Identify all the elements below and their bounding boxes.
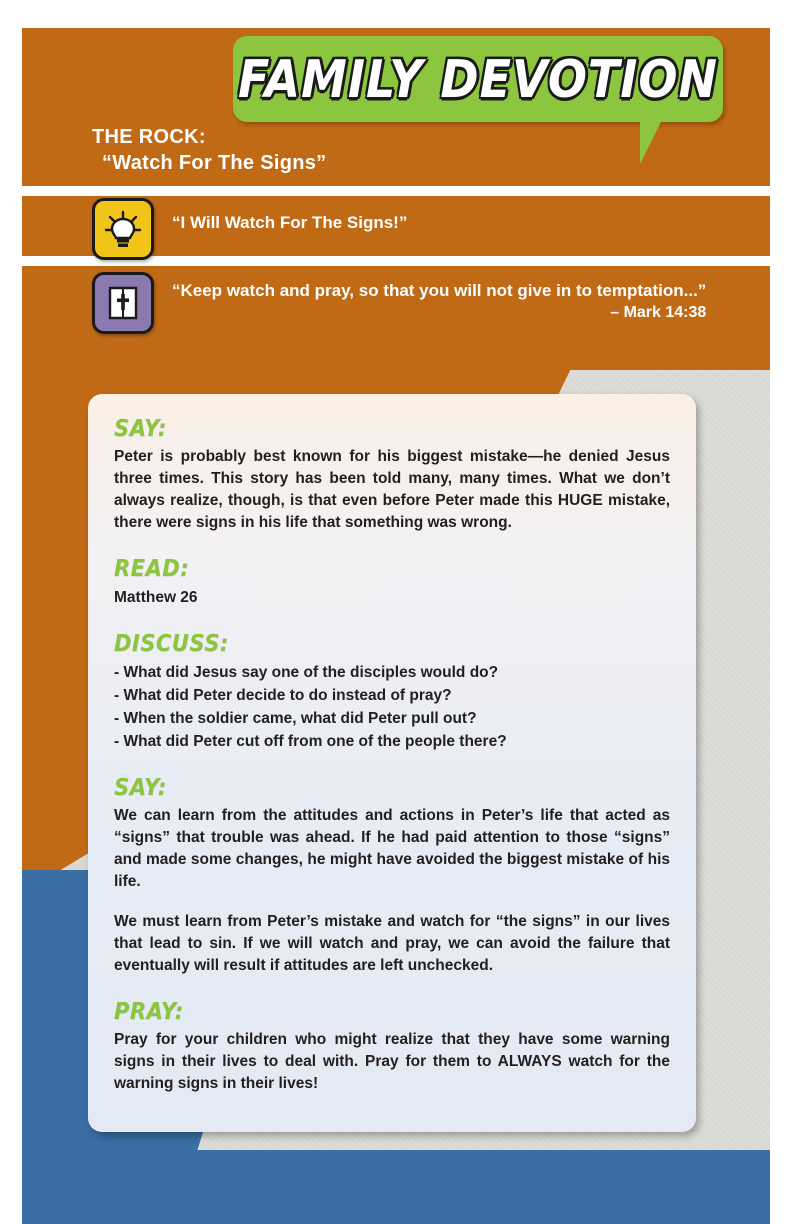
series-title: THE ROCK: [92,126,206,148]
section-heading-say-2: SAY: [114,773,167,801]
lightbulb-glyph [95,201,151,257]
section-paragraph-read: Matthew 26 [114,589,198,606]
section-heading-pray: PRAY: [114,997,184,1025]
discussion-question: - What did Jesus say one of the disciples would do? [114,664,499,681]
page-title: FAMILY DEVOTION [237,48,719,110]
verse-text: “Keep watch and pray, so that you will not give in to temptation...” [172,281,707,300]
key-point-text-1: “I Will Watch For The Signs!” [172,213,408,232]
content-card [88,394,696,1132]
discussion-question-list [114,661,670,753]
header-titles [92,124,326,176]
lightbulb-icon [92,198,154,260]
key-point-row-2 [92,272,706,334]
section-heading-read: READ: [114,554,190,582]
key-point-row-1 [92,198,407,260]
verse-reference: – Mark 14:38 [610,304,707,321]
title-bubble-tail [640,112,666,164]
section-paragraph-pray: Pray for your children who might realize that they have some warning signs in their lives to deal with. Pray for them to ALWAYS watch for the warning signs in their lives! [114,1031,670,1092]
section-paragraph-say-2b: We must learn from Peter’s mistake and watch for “the signs” in our lives that lead to sin. If we will watch and pray, we can avoid the failure that eventually will result if attitudes are left unchecked. [114,913,670,974]
title-bubble [233,36,723,122]
lesson-title: “Watch For The Signs” [102,152,327,174]
discussion-question: - What did Peter cut off from one of the people there? [114,733,507,750]
section-heading-discuss: DISCUSS: [114,629,229,657]
discussion-question: - What did Peter decide to do instead of pray? [114,687,452,704]
discussion-question: - When the soldier came, what did Peter pull out? [114,710,477,727]
section-paragraph-say-2a: We can learn from the attitudes and actions in Peter’s life that acted as “signs” that trouble was ahead. If he had paid attention to those “signs” and made some changes, he might have avoided the biggest mistake of his life. [114,807,670,890]
section-paragraph-say-1: Peter is probably best known for his biggest mistake—he denied Jesus three times. This story has been told many, many times. What we don’t always realize, though, is that even before Peter made this HUGE mistake, there were signs in his life that something was wrong. [114,448,670,531]
bible-icon [92,272,154,334]
left-margin [0,0,22,1224]
bible-glyph [95,275,151,331]
blue-footer-bar [0,1150,792,1224]
right-margin [770,0,792,1224]
section-heading-say-1: SAY: [114,414,167,442]
key-point-text-2 [172,272,706,324]
